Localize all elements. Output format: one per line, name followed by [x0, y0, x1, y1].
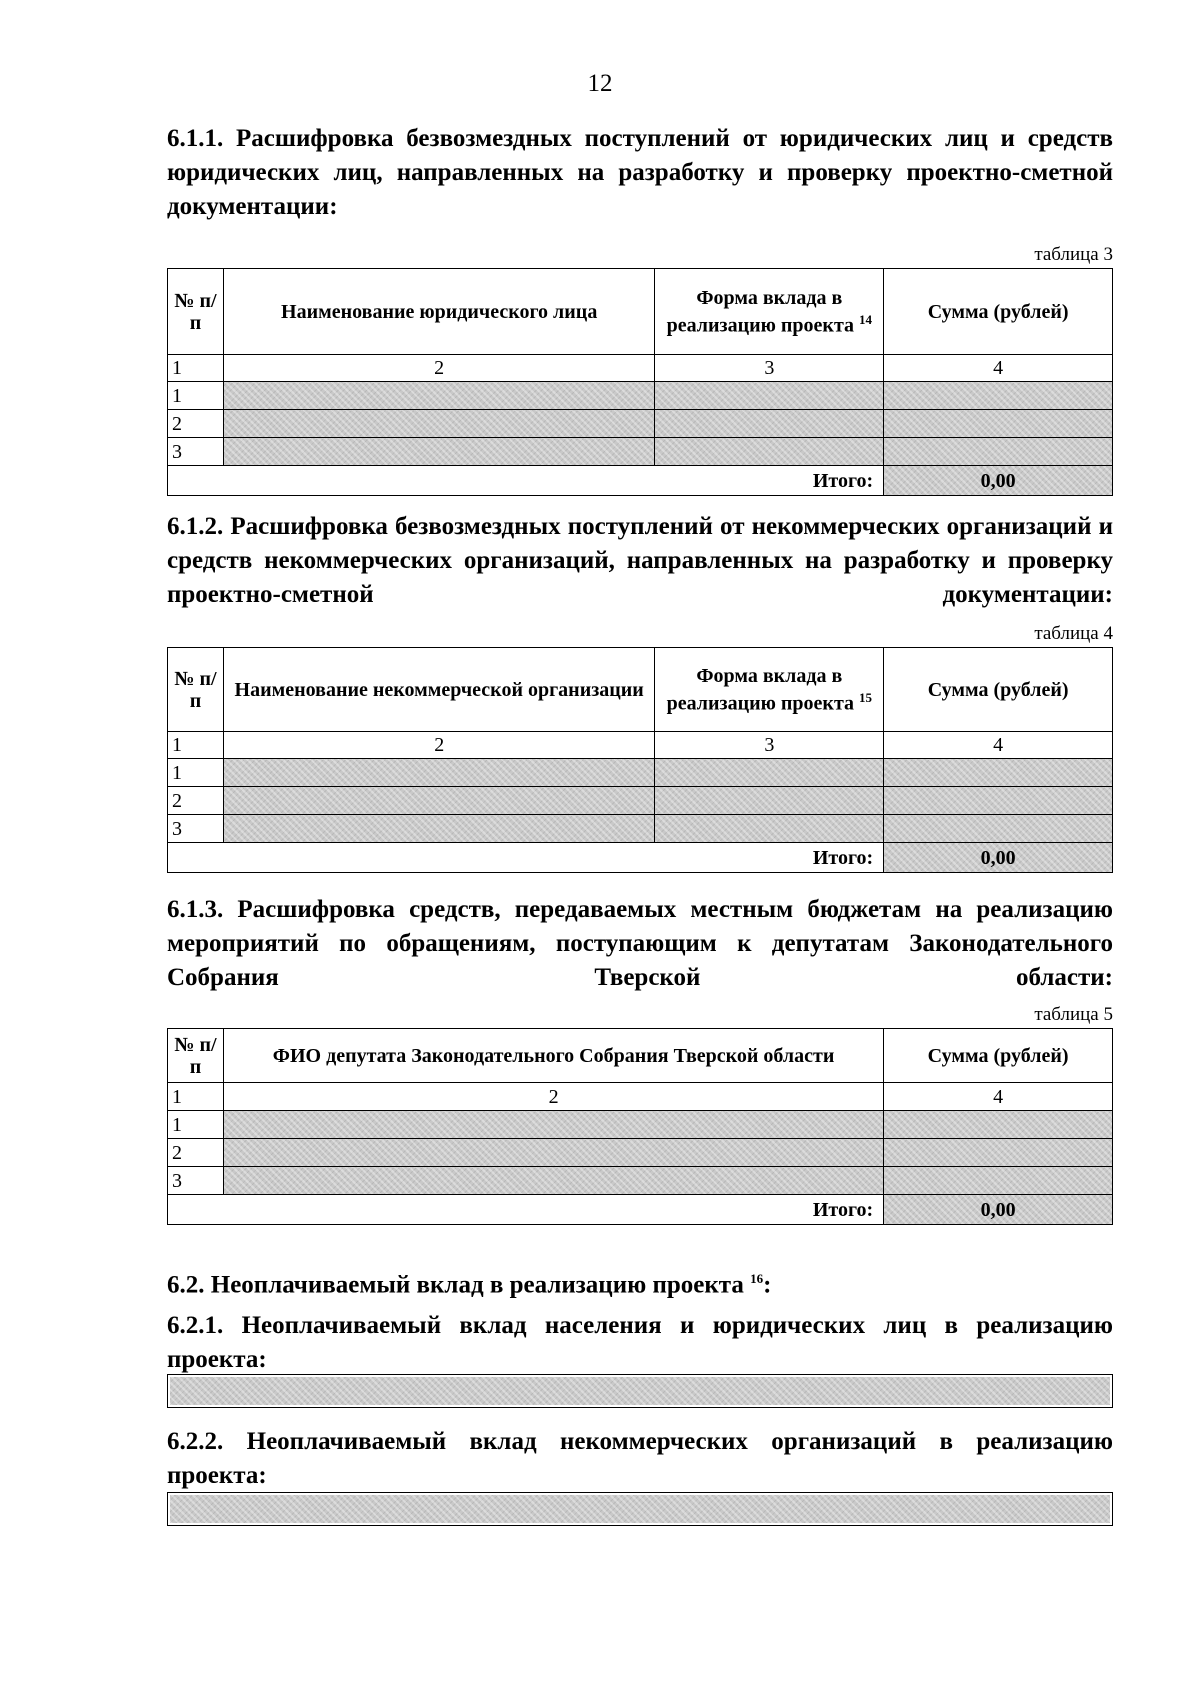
input-cell[interactable] — [223, 1111, 883, 1139]
section-622-title: 6.2.2. Неоплачиваемый вклад некоммерческих организаций в реализацию проекта: — [167, 1428, 1113, 1489]
total-row — [168, 1195, 1113, 1225]
input-cell[interactable] — [884, 815, 1113, 843]
total-label: Итого: — [168, 1195, 884, 1225]
column-number-row — [168, 355, 1113, 382]
col-header-number: № п/п — [168, 1029, 224, 1083]
table-4 — [167, 647, 1113, 873]
row-number: 1 — [168, 759, 224, 787]
table-row — [168, 1167, 1113, 1195]
row-number: 1 — [168, 1111, 224, 1139]
col-number: 4 — [884, 355, 1113, 382]
table-5-caption: таблица 5 — [1034, 1004, 1113, 1025]
table-3 — [167, 268, 1113, 496]
table-row — [168, 815, 1113, 843]
input-cell[interactable] — [884, 382, 1113, 410]
page-number: 12 — [587, 70, 613, 97]
col-number: 2 — [223, 1083, 883, 1111]
table-row — [168, 759, 1113, 787]
col-number: 3 — [655, 732, 884, 759]
input-cell[interactable] — [223, 438, 654, 466]
table-header-row — [168, 1029, 1113, 1083]
row-number: 3 — [168, 438, 224, 466]
section-611-title: 6.1.1. Расшифровка безвозмездных поступлений от юридических лиц и средств юридических лиц, направленных на разработку и проверку проектно-сметной документации: — [167, 125, 1113, 220]
input-cell[interactable] — [223, 410, 654, 438]
input-cell[interactable] — [655, 815, 884, 843]
col-header-contribution: Форма вклада в реализацию проекта $^{14}$ — [655, 269, 884, 355]
input-cell[interactable] — [223, 1139, 883, 1167]
col-header-contribution: Форма вклада в реализацию проекта $^{15}$ — [655, 648, 884, 732]
footnote-ref: 15 — [859, 689, 873, 705]
input-cell[interactable] — [223, 815, 655, 843]
col-number: 1 — [168, 732, 224, 759]
table-header-row — [168, 269, 1113, 355]
col-header-sum: Сумма (рублей) — [884, 269, 1113, 355]
input-cell[interactable] — [655, 787, 884, 815]
input-cell[interactable] — [655, 410, 884, 438]
row-number: 3 — [168, 1167, 224, 1195]
total-label: Итого: — [168, 466, 884, 496]
table-3-caption: таблица 3 — [1034, 244, 1113, 265]
table-5 — [167, 1028, 1113, 1225]
table-4-caption: таблица 4 — [1034, 623, 1113, 644]
input-cell[interactable] — [655, 438, 884, 466]
column-number-row — [168, 1083, 1113, 1111]
col-number: 2 — [223, 355, 654, 382]
section-622-input[interactable] — [167, 1492, 1113, 1526]
table-row — [168, 382, 1113, 410]
total-row — [168, 466, 1113, 496]
input-cell[interactable] — [223, 382, 654, 410]
total-row — [168, 843, 1113, 873]
total-value: 0,00 — [884, 466, 1113, 496]
input-cell[interactable] — [223, 759, 655, 787]
input-cell[interactable] — [223, 1167, 883, 1195]
input-cell[interactable] — [655, 382, 884, 410]
section-612-title: 6.1.2. Расшифровка безвозмездных поступлений от некоммерческих организаций и средств некоммерческих организаций, направленных на разработку и проверку проектно-сметной документации: — [167, 513, 1113, 608]
total-value: 0,00 — [884, 843, 1113, 873]
row-number: 1 — [168, 382, 224, 410]
col-header-number: № п/п — [168, 269, 224, 355]
col-number: 1 — [168, 355, 224, 382]
input-cell[interactable] — [884, 438, 1113, 466]
input-cell[interactable] — [884, 787, 1113, 815]
input-cell[interactable] — [884, 1111, 1113, 1139]
total-value: 0,00 — [884, 1195, 1113, 1225]
col-header-deputy: ФИО депутата Законодательного Собрания Тверской области — [223, 1029, 883, 1083]
footnote-ref: 16 — [750, 1271, 764, 1286]
col-header-sum: Сумма (рублей) — [884, 648, 1113, 732]
col-header-sum: Сумма (рублей) — [884, 1029, 1113, 1083]
section-62-title: 6.2. Неоплачиваемый вклад в реализацию проекта $^{16}$: — [167, 1271, 772, 1299]
section-621-input[interactable] — [167, 1374, 1113, 1408]
col-header-name: Наименование некоммерческой организации — [223, 648, 655, 732]
table-row — [168, 1139, 1113, 1167]
row-number: 2 — [168, 410, 224, 438]
col-number: 3 — [655, 355, 884, 382]
table-header-row — [168, 648, 1113, 732]
row-number: 2 — [168, 787, 224, 815]
table-row — [168, 1111, 1113, 1139]
input-cell[interactable] — [884, 1139, 1113, 1167]
row-number: 2 — [168, 1139, 224, 1167]
section-613-title: 6.1.3. Расшифровка средств, передаваемых местным бюджетам на реализацию мероприятий по обращениям, поступающим к депутатам Законодательного Собрания Тверской области: — [167, 896, 1113, 991]
table-row — [168, 787, 1113, 815]
input-cell[interactable] — [655, 759, 884, 787]
col-number: 4 — [884, 732, 1113, 759]
col-header-number: № п/п — [168, 648, 224, 732]
column-number-row — [168, 732, 1113, 759]
input-cell[interactable] — [884, 1167, 1113, 1195]
footnote-ref: 14 — [859, 311, 873, 327]
table-row — [168, 410, 1113, 438]
row-number: 3 — [168, 815, 224, 843]
col-number: 1 — [168, 1083, 224, 1111]
table-row — [168, 438, 1113, 466]
input-cell[interactable] — [884, 410, 1113, 438]
input-cell[interactable] — [884, 759, 1113, 787]
section-621-title: 6.2.1. Неоплачиваемый вклад населения и юридических лиц в реализацию проекта: — [167, 1312, 1113, 1373]
total-label: Итого: — [168, 843, 884, 873]
input-cell[interactable] — [223, 787, 655, 815]
col-number: 4 — [884, 1083, 1113, 1111]
col-header-name: Наименование юридического лица — [223, 269, 654, 355]
col-number: 2 — [223, 732, 655, 759]
